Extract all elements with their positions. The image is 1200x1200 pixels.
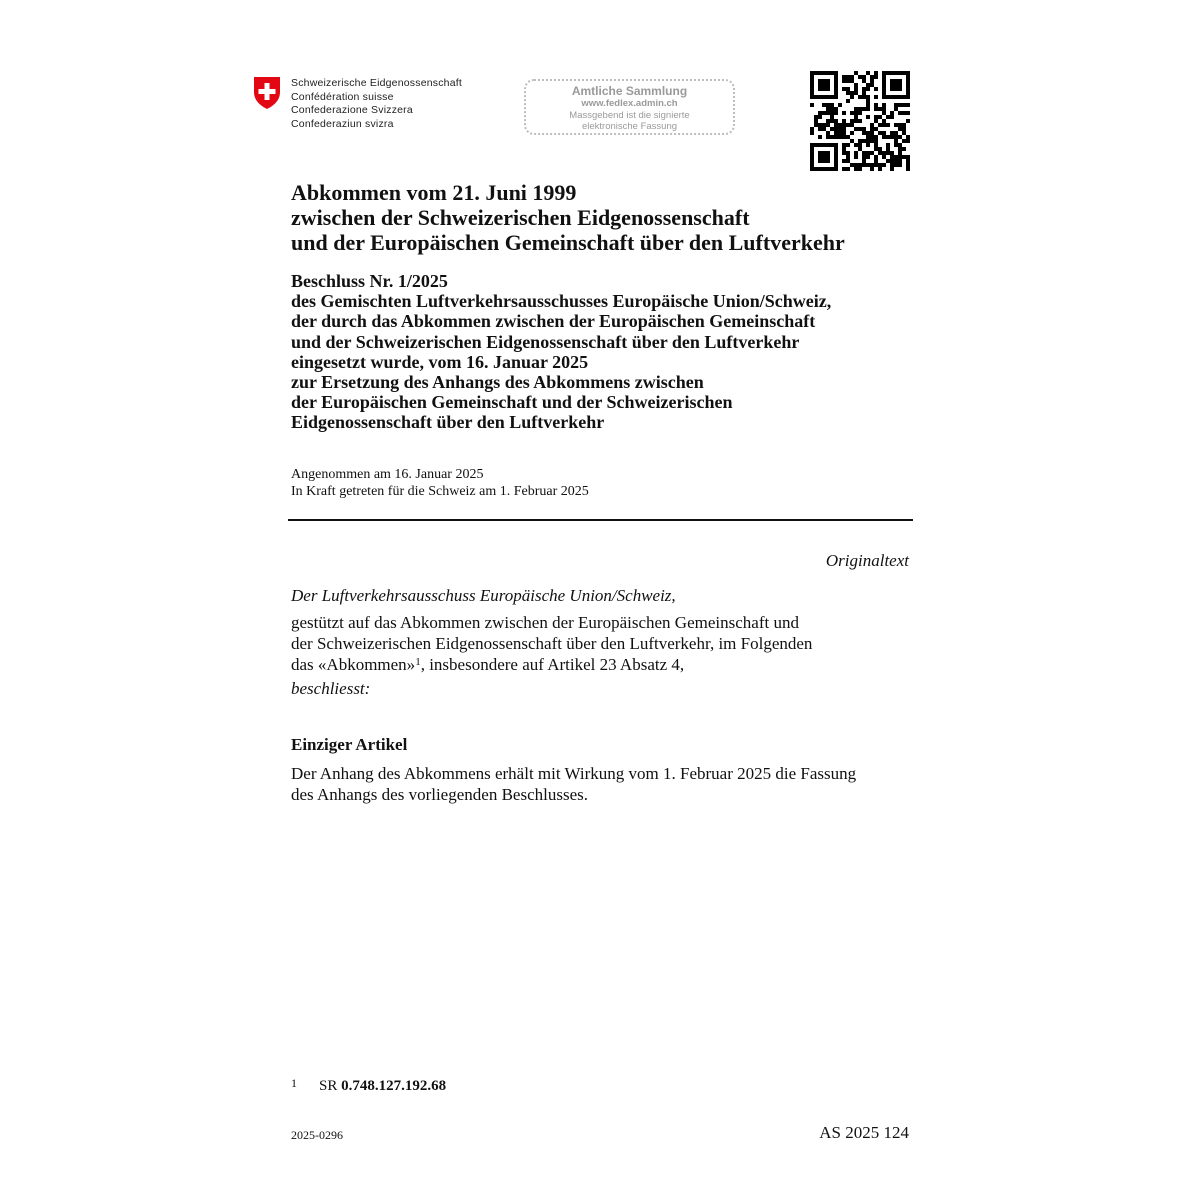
subtitle-line: und der Schweizerischen Eidgenossenschaft über den Luftverkehr xyxy=(291,331,800,352)
title-line: und der Europäischen Gemeinschaft über den Luftverkehr xyxy=(291,230,845,255)
footnote-number: 1 xyxy=(291,1076,297,1090)
swiss-coat-of-arms-icon xyxy=(253,76,281,110)
qr-code-icon xyxy=(810,71,910,171)
preamble-heading: Der Luftverkehrsausschuss Europäische Union/Schweiz, xyxy=(291,586,676,605)
footnote-reference-link[interactable]: 0.748.127.192.68 xyxy=(341,1078,447,1094)
article-line: des Anhangs des vorliegenden Beschlusses. xyxy=(291,785,588,804)
article-title: Einziger Artikel xyxy=(291,735,408,754)
subtitle-line: Eidgenossenschaft über den Luftverkehr xyxy=(291,412,605,433)
article-line: Der Anhang des Abkommens erhält mit Wirkung vom 1. Februar 2025 die Fassung xyxy=(291,764,857,783)
dates-block xyxy=(291,466,589,500)
preamble-line: gestützt auf das Abkommen zwischen der Europäischen Gemeinschaft und xyxy=(291,613,799,632)
original-text-label: Originaltext xyxy=(825,551,909,570)
agency-name-de: Schweizerische Eidgenossenschaft xyxy=(291,77,462,89)
document-title xyxy=(291,180,845,255)
in-force-date: In Kraft getreten für die Schweiz am 1. Februar 2025 xyxy=(291,484,589,499)
preamble-text xyxy=(291,612,812,675)
agency-name-fr: Confédération suisse xyxy=(291,90,394,103)
agency-name-block xyxy=(291,77,462,131)
horizontal-divider xyxy=(288,519,913,521)
collection-reference: AS 2025 124 xyxy=(819,1123,909,1142)
preamble-line xyxy=(291,654,812,675)
stamp-note-line1: Massgebend ist die signierte xyxy=(569,110,690,121)
stamp-note-line2: elektronische Fassung xyxy=(581,121,678,132)
footnote-prefix: SR xyxy=(319,1078,338,1094)
title-line: Abkommen vom 21. Juni 1999 xyxy=(291,180,577,205)
stamp-title: Amtliche Sammlung xyxy=(571,84,688,98)
title-line: zwischen der Schweizerischen Eidgenossenschaft xyxy=(291,205,750,230)
footnote-marker[interactable]: 1 xyxy=(415,656,421,668)
subtitle-line: eingesetzt wurde, vom 16. Januar 2025 xyxy=(291,351,589,372)
decides-label: beschliesst: xyxy=(291,679,371,698)
agency-name-rm: Confederaziun svizra xyxy=(291,117,394,130)
preamble-line3-start: das «Abkommen» xyxy=(291,655,416,674)
subtitle-line: der Europäischen Gemeinschaft und der Schweizerischen xyxy=(291,392,733,413)
subtitle-line: des Gemischten Luftverkehrsausschusses Europäische Union/Schweiz, xyxy=(291,291,832,312)
official-collection-stamp xyxy=(524,79,735,135)
subtitle-line: Beschluss Nr. 1/2025 xyxy=(291,271,448,291)
document-number: 2025-0296 xyxy=(291,1128,343,1142)
subtitle-line: der durch das Abkommen zwischen der Europäischen Gemeinschaft xyxy=(291,311,816,332)
article-text xyxy=(291,763,856,805)
preamble-line3-end: , insbesondere auf Artikel 23 Absatz 4, xyxy=(420,655,685,674)
decision-title xyxy=(291,271,831,433)
preamble-line: der Schweizerischen Eidgenossenschaft über den Luftverkehr, im Folgenden xyxy=(291,634,813,653)
stamp-url: www.fedlex.admin.ch xyxy=(581,98,678,109)
subtitle-line: zur Ersetzung des Anhangs des Abkommens zwischen xyxy=(291,372,704,393)
footnote xyxy=(291,1078,446,1095)
agency-name-it: Confederazione Svizzera xyxy=(291,104,413,116)
adopted-date: Angenommen am 16. Januar 2025 xyxy=(291,467,484,482)
